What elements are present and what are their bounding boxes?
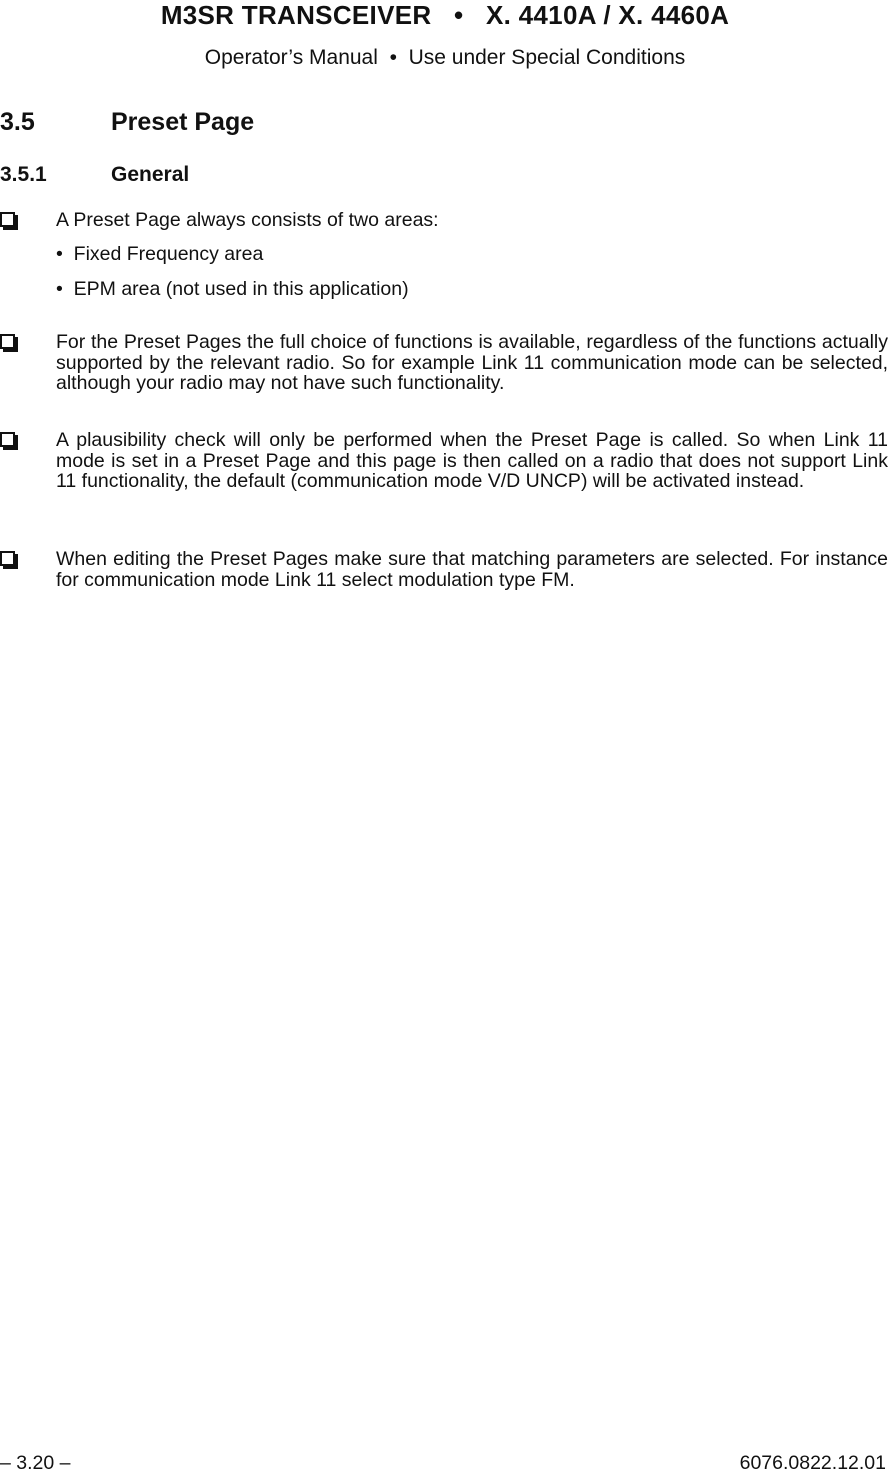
document-header-title: M3SR TRANSCEIVER • X. 4410A / X. 4460A: [160, 0, 730, 30]
document-header-subtitle: Operator’s Manual • Use under Special Conditions: [204, 46, 686, 69]
checkbox-icon: [0, 334, 15, 349]
list-item-text: When editing the Preset Pages make sure that matching parameters are selected. For instance for communication mode Link 11 select modulation type FM.: [56, 548, 888, 591]
section-number: 3.5: [0, 108, 35, 136]
document-number: 6076.0822.12.01: [739, 1452, 886, 1474]
checkbox-icon: [0, 551, 15, 566]
list-item-text: A Preset Page always consists of two areas:: [56, 209, 439, 231]
list-item-text: A plausibility check will only be performed when the Preset Page is called. So when Link 11 mode is set in a Preset Page and this page is then called on a radio that does not support Link 11 functionality, the default (communication mode V/D UNCP) will be activated instead.: [56, 429, 888, 492]
subsection-title: General: [111, 163, 190, 186]
bullet-item: • Fixed Frequency area: [56, 243, 264, 265]
checkbox-icon: [0, 212, 15, 227]
list-item-text: For the Preset Pages the full choice of functions is available, regardless of the functions actually supported by the relevant radio. So for example Link 11 communication mode can be selected, although your radio may not have such functionality.: [56, 331, 888, 394]
subsection-number: 3.5.1: [0, 163, 47, 186]
bullet-item: • EPM area (not used in this application): [56, 278, 409, 300]
section-title: Preset Page: [111, 108, 255, 136]
page-number: – 3.20 –: [0, 1452, 71, 1474]
checkbox-icon: [0, 432, 15, 447]
